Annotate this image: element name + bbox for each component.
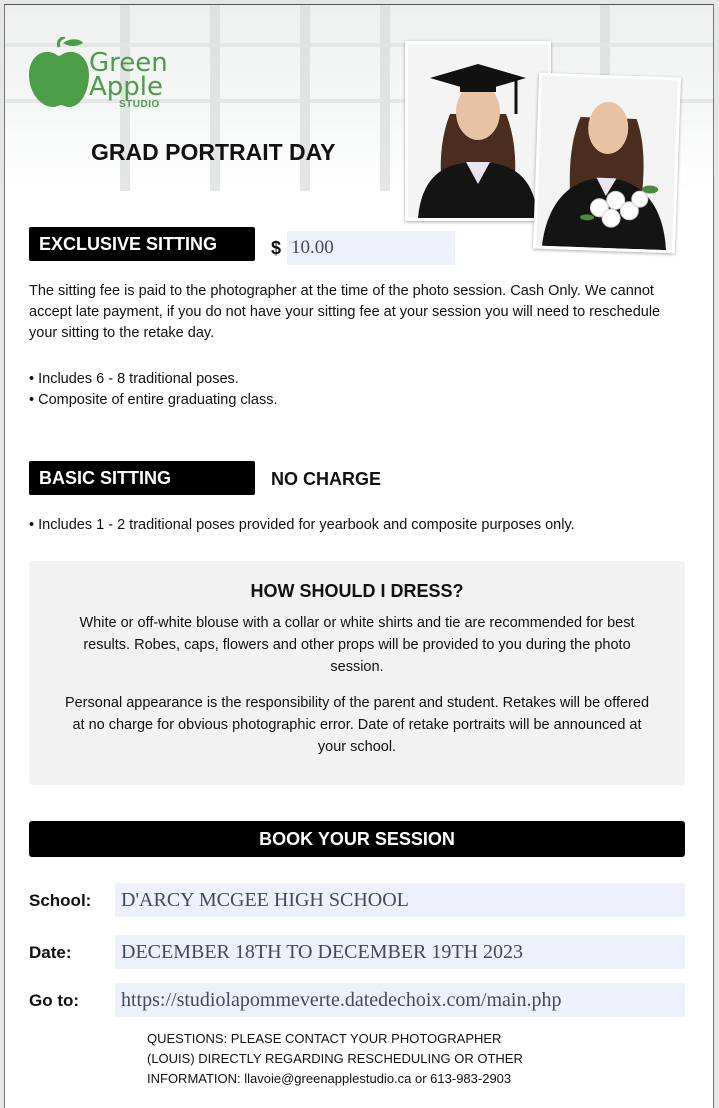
basic-price-text: NO CHARGE [271,469,382,489]
graduate-photo-flowers [533,73,681,254]
date-field[interactable]: DECEMBER 18TH TO DECEMBER 19TH 2023 [115,935,685,969]
dress-paragraph-1: White or off-white blouse with a collar or white shirts and tie are recommended for best results. Robes, caps, flowers and other props will be provided to you during the photo session. [79,615,635,675]
brand-wordmark [89,48,199,110]
graduate-with-flowers-image [536,76,678,251]
exclusive-description: The sitting fee is paid to the photographer at the time of the photo session. Cash Only. We cannot accept late payment, if you do not have your sitting fee at your session you will need to reschedule your sitting to the retake day. [29,283,661,341]
contact-line-3: INFORMATION: llavoie@greenapplestudio.ca or 613-983-2903 [147,1071,512,1086]
school-field[interactable]: D'ARCY MCGEE HIGH SCHOOL [115,883,685,917]
basic-sitting-label: BASIC SITTING [29,461,255,495]
graduate-photo-cap [405,41,551,221]
dress-paragraph-2: Personal appearance is the responsibility of the parent and student. Retakes will be offered at no charge for obvious photographic error. Date of retake portraits will be announced at your school. [64,695,650,755]
contact-line-1: QUESTIONS: PLEASE CONTACT YOUR PHOTOGRAPHER [147,1031,502,1046]
exclusive-bullets [29,369,679,411]
brand-name-line1: Green [89,48,168,78]
contact-line-2: (LOUIS) DIRECTLY REGARDING RESCHEDULING OR OTHER [147,1051,523,1066]
exclusive-price [271,231,455,265]
list-item: • Includes 6 - 8 traditional poses. [29,371,239,387]
dress-title: HOW SHOULD I DRESS? [250,581,464,601]
school-label: School: [29,891,92,910]
basic-bullets [29,515,689,536]
brand-name-line2: Apple [89,72,164,102]
page-title: GRAD PORTRAIT DAY [91,139,336,165]
date-label: Date: [29,943,72,962]
list-item: • Composite of entire graduating class. [29,392,278,408]
currency-symbol: $ [271,237,282,258]
flyer-page [4,4,714,1108]
list-item: • Includes 1 - 2 traditional poses provided for yearbook and composite purposes only. [29,517,575,533]
exclusive-sitting-label: EXCLUSIVE SITTING [29,227,255,261]
graduate-portrait-image [408,44,548,218]
booking-url-field[interactable]: https://studiolapommeverte.datedechoix.com/main.php [115,983,685,1017]
contact-info [147,1029,523,1089]
sitting-fee-field[interactable]: 10.00 [287,231,455,265]
book-session-heading: BOOK YOUR SESSION [29,821,685,857]
goto-label: Go to: [29,991,80,1010]
dress-info-box [29,561,685,785]
brand-name-line3: STUDIO [119,99,160,110]
